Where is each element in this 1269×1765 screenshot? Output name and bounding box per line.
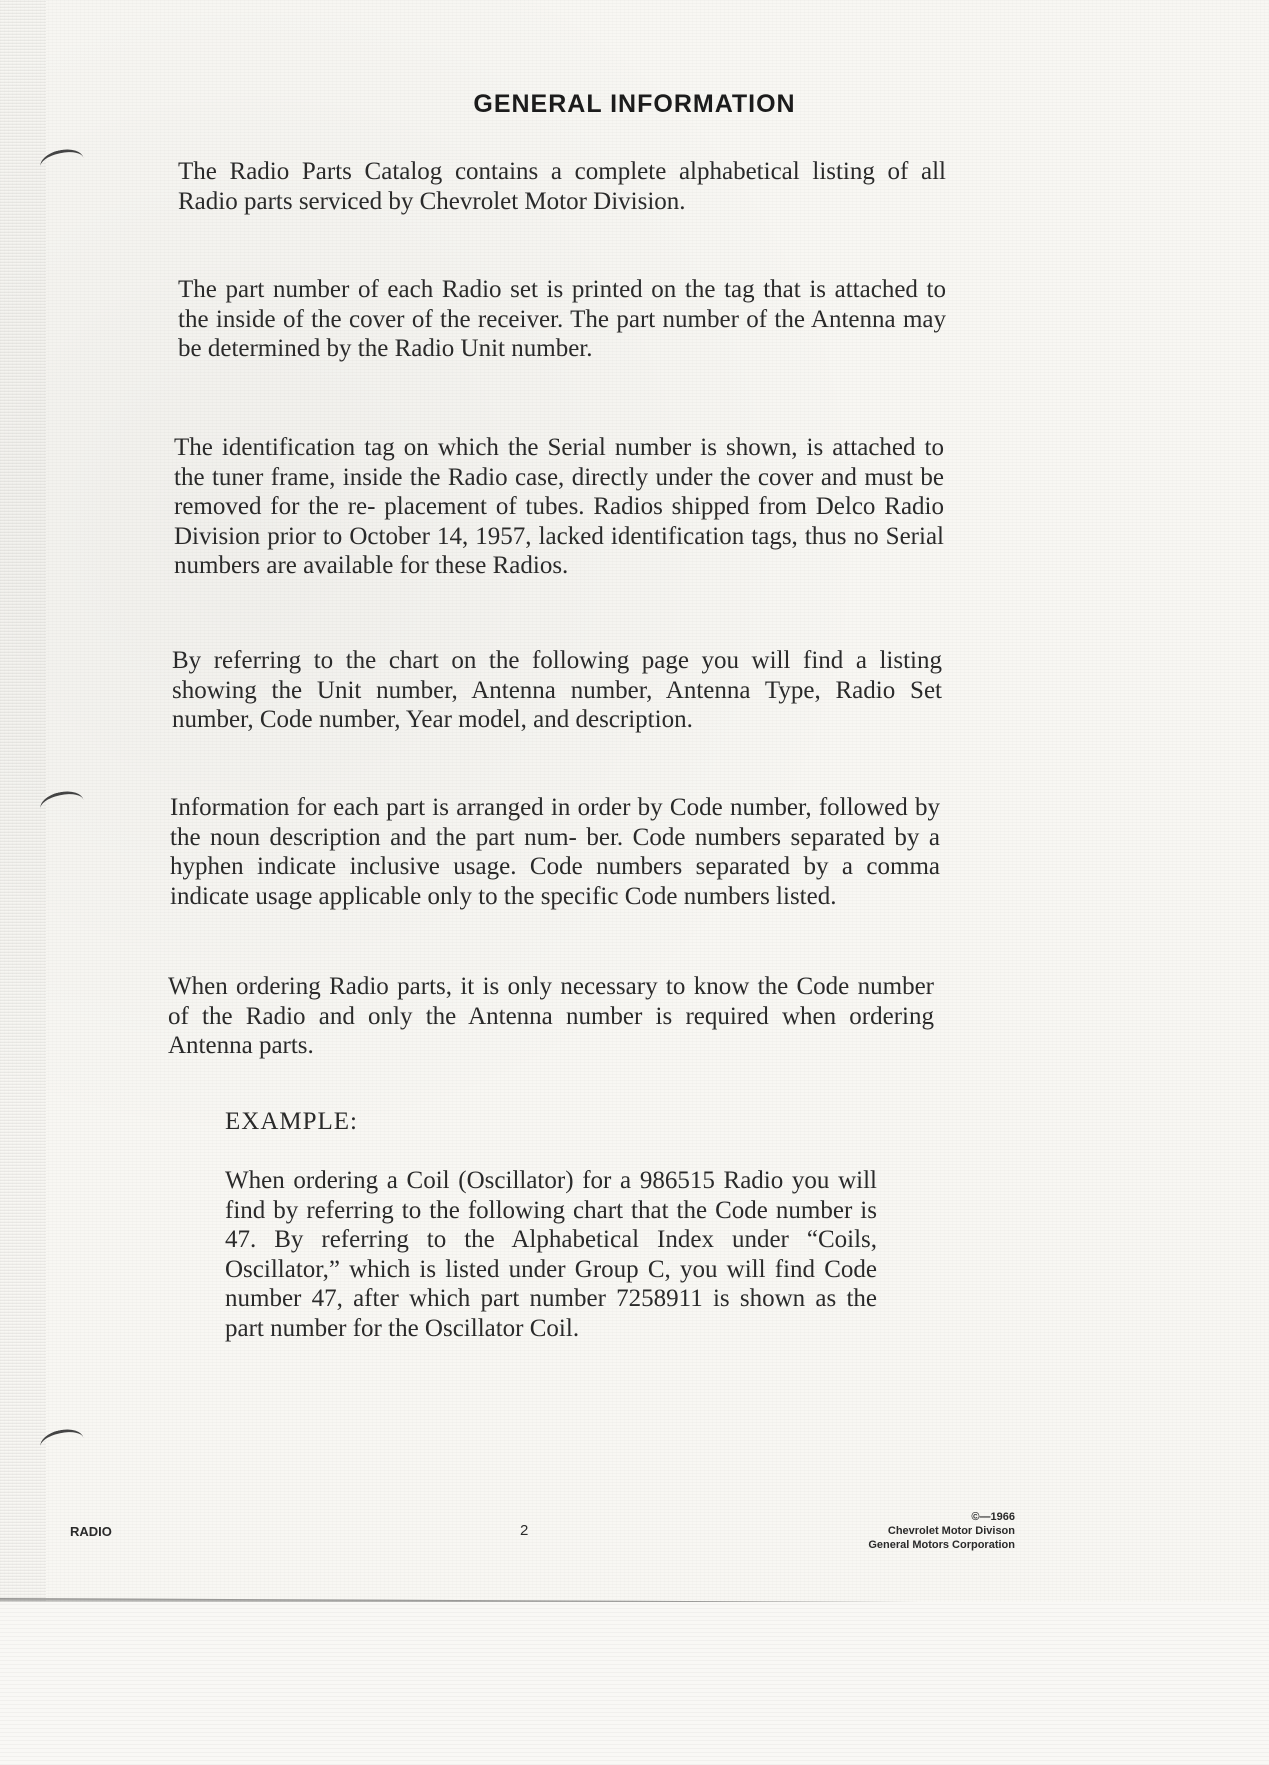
footer-publisher-line-1: Chevrolet Motor Divison: [887, 1525, 1015, 1537]
paragraph-ordering: When ordering Radio parts, it is only necessary to know the Code number of the Radio and only the Antenna number is required when ordering Antenna parts.: [168, 973, 934, 1059]
paragraph-catalog-intro: The Radio Parts Catalog contains a complete alphabetical listing of all Radio parts serviced by Chevrolet Motor Division.: [178, 158, 946, 215]
footer-publisher-line-2: General Motors Corporation: [868, 1539, 1015, 1551]
example-text: When ordering a Coil (Oscillator) for a 986515 Radio you will find by referring to the following chart that the Code number is 47. By referring to the Alphabetical Index under “Coils, Oscillator,” which is listed under Group C, you will find Code number 47, after which part number 7258911 is shown as the part number for the Oscillator Coil.: [225, 1167, 877, 1342]
footer-copyright: ©—1966: [971, 1511, 1015, 1523]
paragraph-part-number: The part number of each Radio set is printed on the tag that is attached to the inside of the cover of the receiver. The part number of the Antenna may be determined by the Radio Unit number.: [178, 276, 946, 362]
scan-background-strip: [0, 1602, 1269, 1765]
footer-section-label: RADIO: [70, 1524, 112, 1539]
paragraph-identification-tag: The identification tag on which the Serial number is shown, is attached to the tuner frame, inside the Radio case, directly under the cover and must be removed for the re- placement of tubes. Radios shipped from Delco Radio Division prior to October 14, 1957, lacked identification tags, thus no Serial numbers are available for these Radios.: [174, 434, 944, 579]
page-title: GENERAL INFORMATION: [473, 90, 796, 118]
example-label: EXAMPLE:: [225, 1108, 358, 1135]
footer-page-number: 2: [520, 1522, 529, 1539]
paragraph-chart-reference: By referring to the chart on the following page you will find a listing showing the Unit number, Antenna number, Antenna Type, Radio Set number, Code number, Year model, and description.: [172, 647, 942, 733]
page-left-edge: [0, 0, 46, 1610]
paragraph-code-arrangement: Information for each part is arranged in order by Code number, followed by the noun description and the part num- ber. Code numbers separated by a hyphen indicate inclusive usage. Code numbers separated by a comma indicate usage applicable only to the specific Code numbers listed.: [170, 794, 940, 910]
footer-publisher-block: [780, 1510, 1015, 1552]
